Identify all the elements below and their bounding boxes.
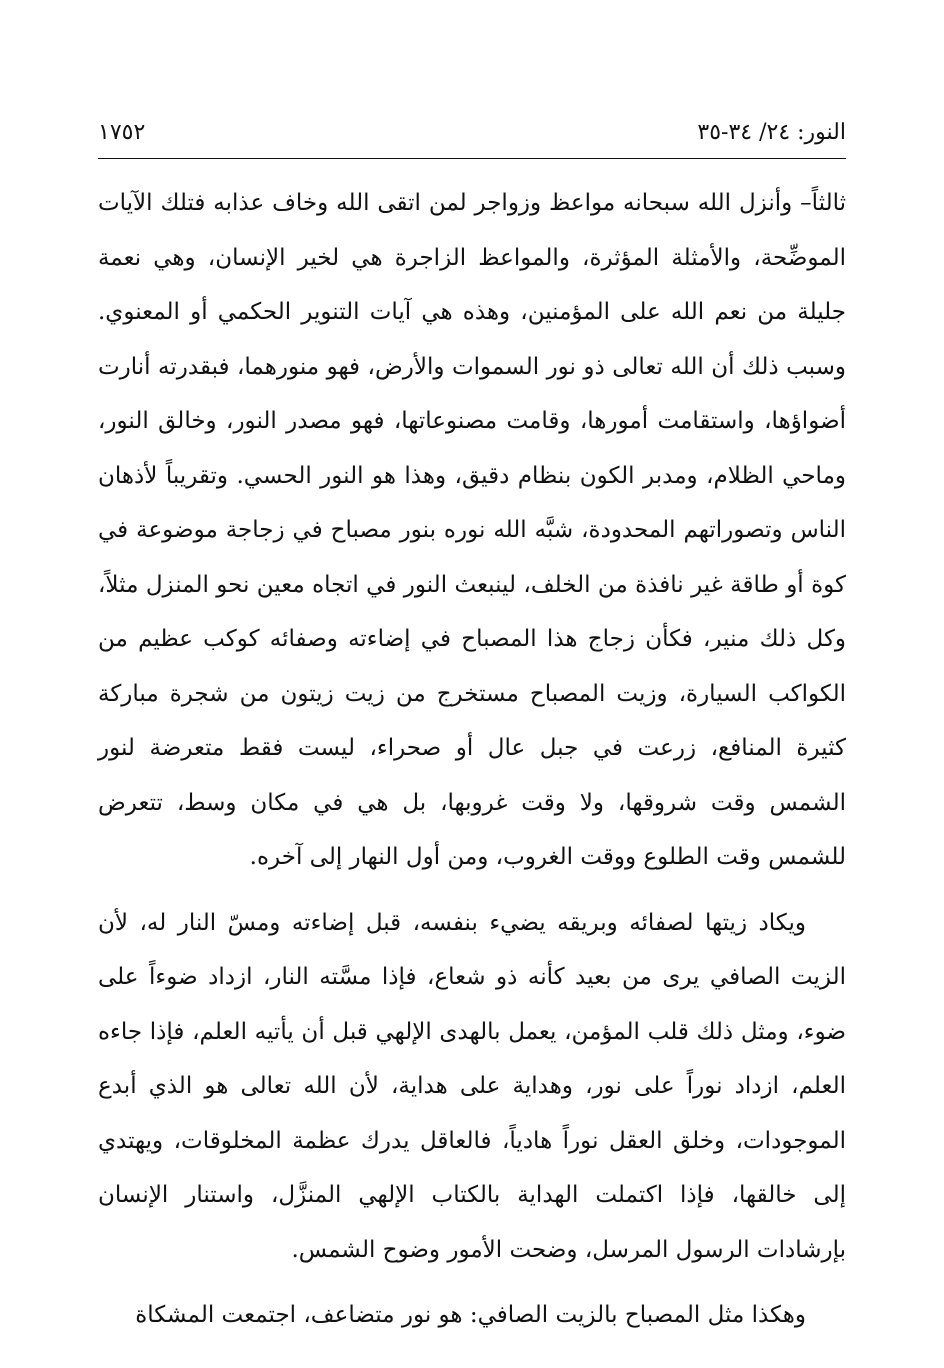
header-rule — [98, 158, 846, 159]
chapter-verse-reference: النور: ٢٤/ ٣٤-٣٥ — [697, 119, 846, 145]
page-number: ١٧٥٢ — [98, 119, 146, 145]
page-header — [98, 112, 846, 152]
paragraph: وهكذا مثل المصباح بالزيت الصافي: هو نور متضاعف، اجتمعت المشكاة — [135, 1302, 806, 1328]
paragraph: ويكاد زيتها لصفائه وبريقه يضيء بنفسه، قبل إضاءته ومسّ النار له، لأن الزيت الصافي يرى من بعيد كأنه ذو شعاع، فإذا مسَّته النار، ازداد ضوءاً على ضوء، ومثل ذلك قلب المؤمن، يعمل بالهدى الإلهي قبل أن يأتيه العلم، فإذا جاءه العلم، ازداد نوراً على نور، وهداية على هداية، لأن الله تعالى هو الذي أبدع الموجودات، وخلق العقل نوراً هادياً، فالعاقل يدرك عظمة المخلوقات، ويهتدي إلى خالقها، فإذا اكتملت الهداية بالكتاب الإلهي المنزَّل، واستنار الإنسان بإرشادات الرسول المرسل، وضحت الأمور وضوح الشمس. — [98, 909, 846, 1263]
paragraph: ثالثاً– وأنزل الله سبحانه مواعظ وزواجر لمن اتقى الله وخاف عذابه فتلك الآيات الموضِّحة، والأمثلة المؤثرة، والمواعظ الزاجرة هي لخير الإنسان، وهي نعمة جليلة من نعم الله على المؤمنين، وهذه هي آيات التنوير الحكمي أو المعنوي. وسبب ذلك أن الله تعالى ذو نور السموات والأرض، فهو منورهما، فبقدرته أنارت أضواؤها، واستقامت أمورها، وقامت مصنوعاتها، فهو مصدر النور، وخالق النور، وماحي الظلام، ومدبر الكون بنظام دقيق، وهذا هو النور الحسي. وتقريباً لأذهان الناس وتصوراتهم المحدودة، شبَّه الله نوره بنور مصباح في زجاجة موضوعة في كوة أو طاقة غير نافذة من الخلف، لينبعث النور في اتجاه معين نحو المنزل مثلاً، وكل ذلك منير، فكأن زجاج هذا المصباح في إضاءته وصفائه كوكب عظيم من الكواكب السيارة، وزيت المصباح مستخرج من زيت زيتون من شجرة مباركة كثيرة المنافع، زرعت في جبل عال أو صحراء، ليست فقط متعرضة لنور الشمس وقت شروقها، ولا وقت غروبها، بل هي في مكان وسط، تتعرض للشمس وقت الطلوع ووقت الغروب، ومن أول النهار إلى آخره. — [98, 190, 846, 870]
page-body — [98, 176, 846, 1343]
